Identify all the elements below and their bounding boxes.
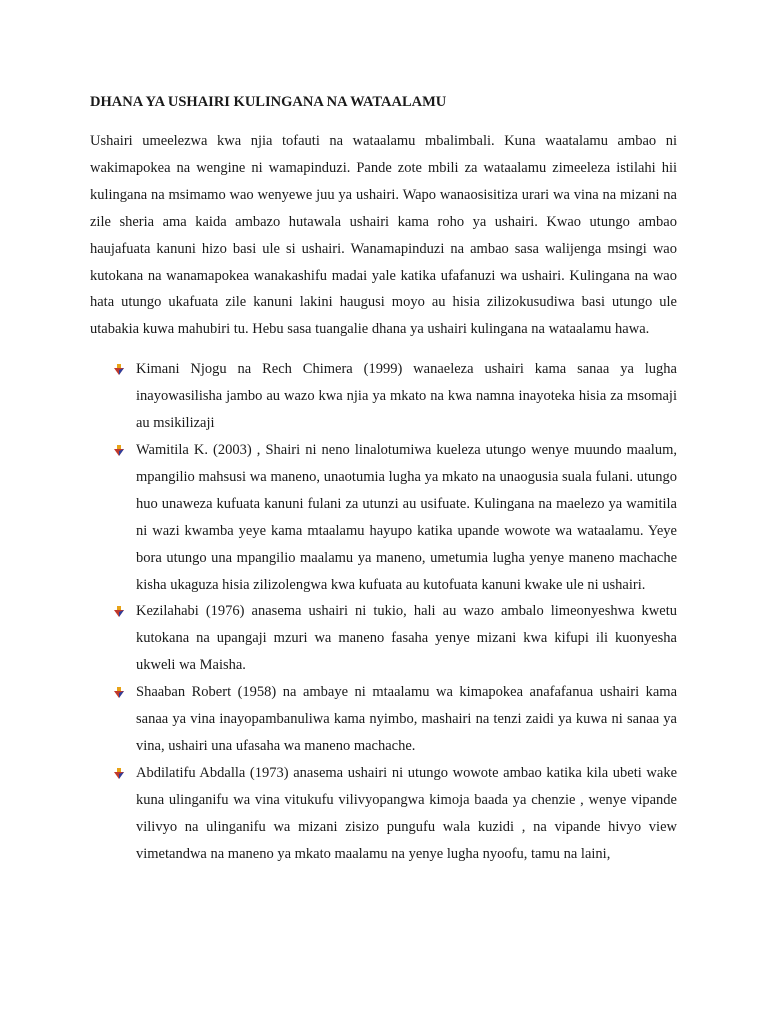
list-item — [90, 679, 677, 760]
arrow-bullet-icon — [114, 768, 124, 779]
arrow-bullet-icon — [114, 445, 124, 456]
list-item-text: Kezilahabi (1976) anasema ushairi ni tukio, hali au wazo ambalo limeonyeshwa kwetu kutokana na upangaji mzuri wa maneno fasaha yenye mizani kwa kifupi ili kuonyesha ukweli wa Maisha. — [136, 603, 677, 674]
arrow-bullet-icon — [114, 687, 124, 698]
list-item-text: Shaaban Robert (1958) na ambaye ni mtaalamu wa kimapokea anafafanua ushairi kama sanaa ya vina inayopambanuliwa kama nyimbo, mashairi na tenzi zaidi ya kuwa ni sanaa ya vina, ushairi una ufasaha wa maneno machache. — [136, 684, 677, 754]
arrow-bullet-icon — [114, 606, 124, 617]
document-page — [90, 92, 677, 867]
document-title: DHANA YA USHAIRI KULINGANA NA WATAALAMU — [90, 94, 447, 110]
list-item — [90, 437, 677, 598]
list-item-text: Wamitila K. (2003) , Shairi ni neno linalotumiwa kueleza utungo wenye muundo maalum, mpangilio mahsusi wa maneno, unaotumia lugha ya mkato na unaogusia suala fulani. utungo huo unaweza kufuata kanuni fulani za utunzi au usifuate. Kulingana na maelezo ya wamitila ni wazi kwamba yeye kama mtaalamu hayupo katika upande wowote wa wataalamu. Yeye bora utungo una mpangilio maalamu ya maneno, umetumia lugha yenye maneno machache kisha ukaguza hisia zilizolengwa kwa kufuata au kutofuata kanuni kwake ule ni ushairi. — [136, 441, 677, 593]
list-item-text: Kimani Njogu na Rech Chimera (1999) wanaeleza ushairi kama sanaa ya lugha inayowasilisha jambo au wazo kwa njia ya mkato na kwa namna inayoteka hisia za msomaji au msikilizaji — [136, 361, 677, 432]
list-item — [90, 760, 677, 868]
list-item-text: Abdilatifu Abdalla (1973) anasema ushairi ni utungo wowote ambao katika kila ubeti wake kuna ulinganifu wa vina vitukufu vilivyopangwa kimoja baada ya chenzie , wenye vipande vilivyo na ulinganifu wa mizani zisizo pungufu wala kuzidi , na vipande hivyo view vimetandwa na maneno ya mkato maalamu na yenye lugha nyoofu, tamu na laini, — [136, 764, 677, 862]
list-item — [90, 598, 677, 679]
intro-paragraph: Ushairi umeelezwa kwa njia tofauti na wataalamu mbalimbali. Kuna waatalamu ambao ni wakimapokea na wengine ni wamapinduzi. Pande zote mbili za wataalamu zimeeleza istilahi hii kulingana na msimamo wao wenyewe juu ya ushairi. Wapo wanaosisitiza urari wa vina na mizani na zile sheria ama kaida ambazo hutawala ushairi kama roho ya ushairi. Kwao utungo ambao haujafuata kanuni hizo basi ule si ushairi. Wanamapinduzi na ambao sasa walijenga msingi wao kutokana na wanamapokea wanakashifu madai yale katika ufafanuzi wa ushairi. Kulingana na wao hata utungo ukafuata zile kanuni lakini haugusi moyo au hisia zilizokusudiwa basi utungo ule utabakia kuwa mahubiri tu. Hebu sasa tuangalie dhana ya ushairi kulingana na wataalamu hawa. — [90, 133, 677, 338]
arrow-bullet-icon — [114, 364, 124, 375]
list-item — [90, 356, 677, 437]
scholar-definitions-list — [90, 356, 677, 867]
